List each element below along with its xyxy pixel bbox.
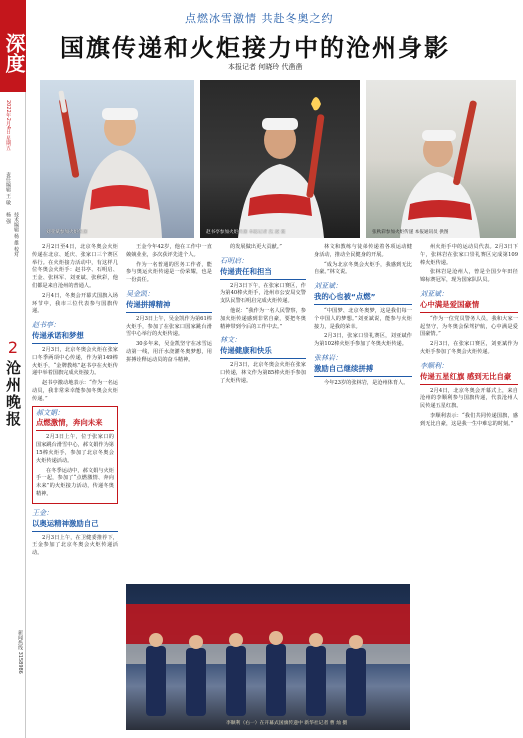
paragraph: 张林岩是沧州人，曾是全国少年田径锦标赛冠军，现为国家队队员。	[420, 269, 518, 284]
paragraph: 30多年来，吴金凯坚守在冰雪运动第一线，用汗水浇灌冬奥梦想，用拼搏诠释运动员的奋斗精神。	[126, 341, 212, 363]
photo-torchbearer-1	[40, 80, 194, 238]
paragraph: 2月3日，张家口崇礼赛区，刘亚斌作为第102棒火炬手参加了冬奥火炬传递。	[314, 333, 412, 348]
subhead-title: 激励自己继续拼搏	[314, 364, 412, 377]
paragraph: 的发展做出更大贡献。”	[230, 244, 282, 250]
subhead-author: 刘亚斌：	[314, 282, 342, 291]
paragraph: “作为一位党员警务人员，我和大家一起坚守，为冬奥会保驾护航，心中满是爱国豪情。”	[420, 315, 518, 338]
subhead-author: 刘亚斌：	[420, 289, 448, 298]
torchbearer-illustration-3	[366, 80, 516, 238]
subhead-author: 李顺利：	[420, 361, 448, 370]
editor-credit: 责任编辑 王 敏	[5, 172, 11, 206]
highlighted-story-box	[32, 406, 118, 504]
photo-torchbearer-2	[200, 80, 360, 238]
bottom-photo-caption: 李顺利（右一）在开幕式国旗传递中 新华社记者 曹 灿 摄	[226, 721, 348, 726]
subhead-author: 张林岩：	[314, 353, 342, 362]
photo-torchbearer-3	[366, 80, 516, 238]
tech-credit: 技术编辑 杨 雄 校对 杨 强	[5, 212, 19, 257]
subhead-title: 以奥运精神激励自己	[32, 519, 118, 532]
issue-date: 2022年2月4日 星期五	[5, 100, 11, 151]
paragraph: 他说：“我作为一名人民警察，参加火炬传递感到非常自豪，要把冬奥精神带到今后的工作中去。”	[220, 307, 306, 330]
paragraph: 赵书亭激动地表示：“作为一名运动员，我非常荣幸能参加冬奥会火炬传递。”	[32, 380, 118, 402]
paragraph: 林文和教练与徒弟传递着各项运动健身活动，推动全民健身的开展。	[314, 244, 412, 258]
photo-flag-ceremony	[126, 584, 410, 730]
paragraph: “成为北京冬奥会火炬手，我感到无比自豪。”林文说。	[314, 261, 412, 276]
byline: 本报记者 何晓玲 代凿凿	[228, 63, 303, 71]
paragraph: “中国梦、北京冬奥梦，这是我们每一个中国人的梦想。”刘亚斌说，能参与火炬接力，是我的荣幸。	[314, 307, 412, 330]
kicker: 点燃冰雪激情 共赴冬奥之约	[185, 12, 334, 25]
subhead-title: 传递健康和快乐	[220, 346, 306, 359]
subhead-author: 吴金凯：	[126, 289, 154, 298]
paragraph: 2月3日，北京冬奥会火炬在张家口冬季两项中心传递，作为第149棒火炬手，“金牌教练”赵书亭在火炬传递中举着国旗完成火炬接力。	[32, 346, 118, 377]
subhead-author: 石明启：	[220, 256, 248, 265]
subhead-title: 我的心也被“点燃”	[314, 292, 412, 305]
paragraph: 今年23岁的张林岩，是沧州体育人。	[324, 379, 409, 386]
column-2	[126, 244, 212, 367]
paragraph: 2月3日，北京冬奥会火炬在张家口传递，林文作为第85棒火炬手参加了火炬传递。	[220, 362, 306, 384]
paragraph: 在冬季运动中，郝文娟与火炬手一起，参加了“点燃激情、奔向未来”的火炬接力活动，传递冬奥精神。	[36, 467, 114, 497]
paragraph: 2月3日下午，在张家口赛区，作为第40棒火炬手，沧州市公安局交警支队民警石明启完成火炬传递。	[220, 282, 306, 305]
newspaper-name: 沧州晚报	[4, 360, 22, 428]
paragraph: 2月2日至4日，北京冬奥会火炬传递在北京、延庆、张家口三个赛区举行。在火炬接力活动中，有这样几位冬奥会火炬手：赵书亭、石明启、王金、张林军、刘亚斌、张秋彩，他们都是来自沧州的普通人。	[32, 244, 118, 289]
column-5	[420, 244, 518, 431]
paragraph: 州火炬手中的运动员代表。2月3日下午，张林岩在张家口崇礼赛区完成第109棒火炬传递。	[420, 244, 518, 266]
subhead-author: 王金：	[32, 508, 53, 517]
subhead-title: 心中满是爱国豪情	[420, 300, 518, 313]
column-1	[32, 244, 118, 560]
photo-caption-3: 张秋彩参加火炬传递 本报通讯员 供图	[372, 230, 449, 235]
paragraph: 2月3日上午，位于张家口的国家跳台滑雪中心，郝文娟作为第15棒火炬手，参加了北京冬奥会火炬传递活动。	[36, 434, 114, 464]
flag-ceremony-illustration	[126, 584, 410, 730]
subhead-author: 林文：	[220, 336, 241, 345]
column-4	[314, 244, 412, 390]
left-sidebar	[0, 0, 26, 738]
torchbearer-illustration-2	[200, 80, 360, 238]
paragraph: 王金今年42岁，他在工作中一直兢兢业业，多次获评先进个人。	[126, 244, 212, 258]
paragraph: 作为一名普通的医务工作者，能参与奥运火炬传递是一份荣耀，也是一份责任。	[126, 261, 212, 284]
subhead-title: 传递五星红旗 感到无比自豪	[420, 372, 518, 385]
paragraph: 2月3日，在张家口赛区，刘亚斌作为火炬手参加了冬奥会火炬传递。	[420, 341, 518, 355]
page-number: 2	[7, 338, 19, 357]
paragraph: 2月4日，冬奥会开幕式国旗入场环节中，我市三位代表参与国旗传递。	[32, 292, 118, 315]
column-3	[220, 244, 306, 388]
photo-caption-1: 刘亚斌参加火炬传递	[46, 230, 88, 235]
subhead-title: 传递责任和担当	[220, 267, 306, 280]
section-title: 深度	[0, 0, 26, 92]
subhead-title: 传递承诺和梦想	[32, 331, 118, 344]
subhead-author: 赵书亭：	[32, 321, 60, 330]
paragraph: 2月3日上午，吴金凯作为第61棒火炬手，参加了在张家口国家跳台滑雪中心举行的火炬传递。	[126, 315, 212, 338]
page-title: 国旗传递和火炬接力中的沧州身影	[60, 34, 450, 62]
subhead-title: 点燃激情，奔向未来	[36, 418, 114, 431]
subhead-title: 传递拼搏精神	[126, 300, 212, 313]
torchbearer-illustration-1	[40, 80, 194, 238]
paragraph: 李顺利表示：“我们共同传递国旗，感到无比自豪，这是我一生中难忘的时刻。”	[420, 412, 518, 427]
paragraph: 2月4日，北京冬奥会开幕式上，来自沧州的李顺利参与国旗传递，代表沧州人民传递五星红旗。	[420, 387, 518, 410]
photo-caption-2: 赵书亭参加火炬传递 本报记者 沈 波 摄	[206, 230, 286, 235]
news-hotline: 新闻热线 3158986	[17, 630, 23, 674]
paragraph: 2月3日上午，在卫健委推荐下，王金参加了北京冬奥会火炬传递活动。	[32, 534, 118, 557]
subhead-author: 郝文娟：	[36, 408, 64, 417]
